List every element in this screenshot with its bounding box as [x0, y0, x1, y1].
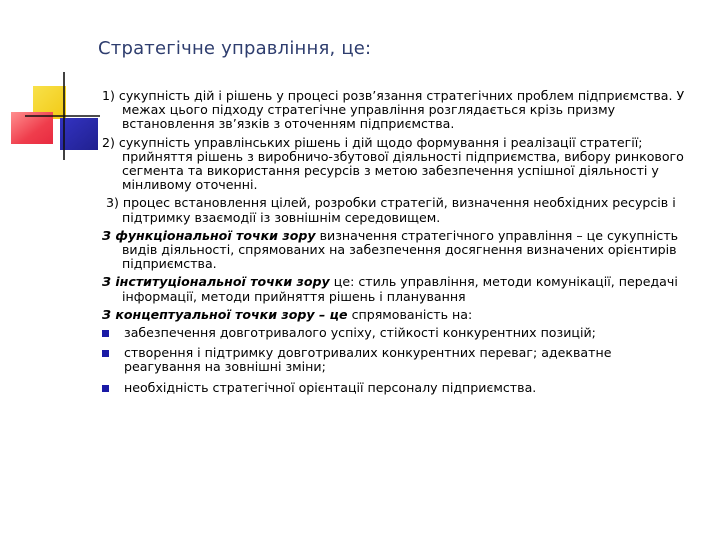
definition-3: 3) процес встановлення цілей, розробки стратегій, визначення необхідних ресурсів і підтримку взаємодії із зовнішнім середовищем. [106, 195, 676, 225]
slide-content [102, 89, 692, 401]
blue-square [60, 118, 98, 150]
list-item [102, 381, 692, 395]
definition-2: 2) сукупність управлінських рішень і дій щодо формування і реалізації стратегії; прийняття рішень з виробничо-збутової діяльності підприємства, вибору ринкового сегмента та використання ресурсів з метою забезпечення успішної діяльності у мінливому оточенні. [102, 134, 684, 193]
slide-title: Стратегічне управління, це: [98, 38, 372, 59]
bullet-text: забезпечення довготривалого успіху, стійкості конкурентних позицій; [124, 325, 596, 341]
square-bullet-icon [102, 350, 109, 357]
bullet-text: створення і підтримку довготривалих конкурентних переваг; адекватне реагування на зовнішні зміни; [124, 345, 612, 375]
conceptual-view [102, 308, 692, 322]
square-bullet-icon [102, 385, 109, 392]
square-bullet-icon [102, 330, 109, 337]
list-item [102, 326, 692, 340]
functional-view-lead: З функціональної точки зору [102, 227, 316, 243]
institutional-view-text: це: стиль управління, методи комунікації, передачі інформації, методи прийняття рішень і планування [122, 274, 678, 304]
conceptual-view-lead: З концептуальної точки зору – це [102, 306, 348, 322]
functional-view [102, 229, 692, 272]
institutional-view-lead: З інституціональної точки зору [102, 274, 330, 290]
bullet-text: необхідність стратегічної орієнтації персоналу підприємства. [124, 379, 537, 395]
functional-view-text: визначення стратегічного управління – це сукупність видів діяльності, спрямованих на забезпечення досягнення визначених орієнтирів підприємства. [122, 227, 679, 272]
red-square [11, 112, 53, 144]
list-item [102, 346, 692, 374]
institutional-view [102, 275, 692, 303]
definition-1: 1) сукупність дій і рішень у процесі розв’язання стратегічних проблем підприємства. У межах цього підходу стратегічне управління розглядається крізь призму встановлення зв’язків з оточенням підприємства. [102, 88, 685, 132]
decorative-color-blocks [0, 0, 100, 160]
conceptual-view-text: спрямованість на: [347, 306, 473, 322]
